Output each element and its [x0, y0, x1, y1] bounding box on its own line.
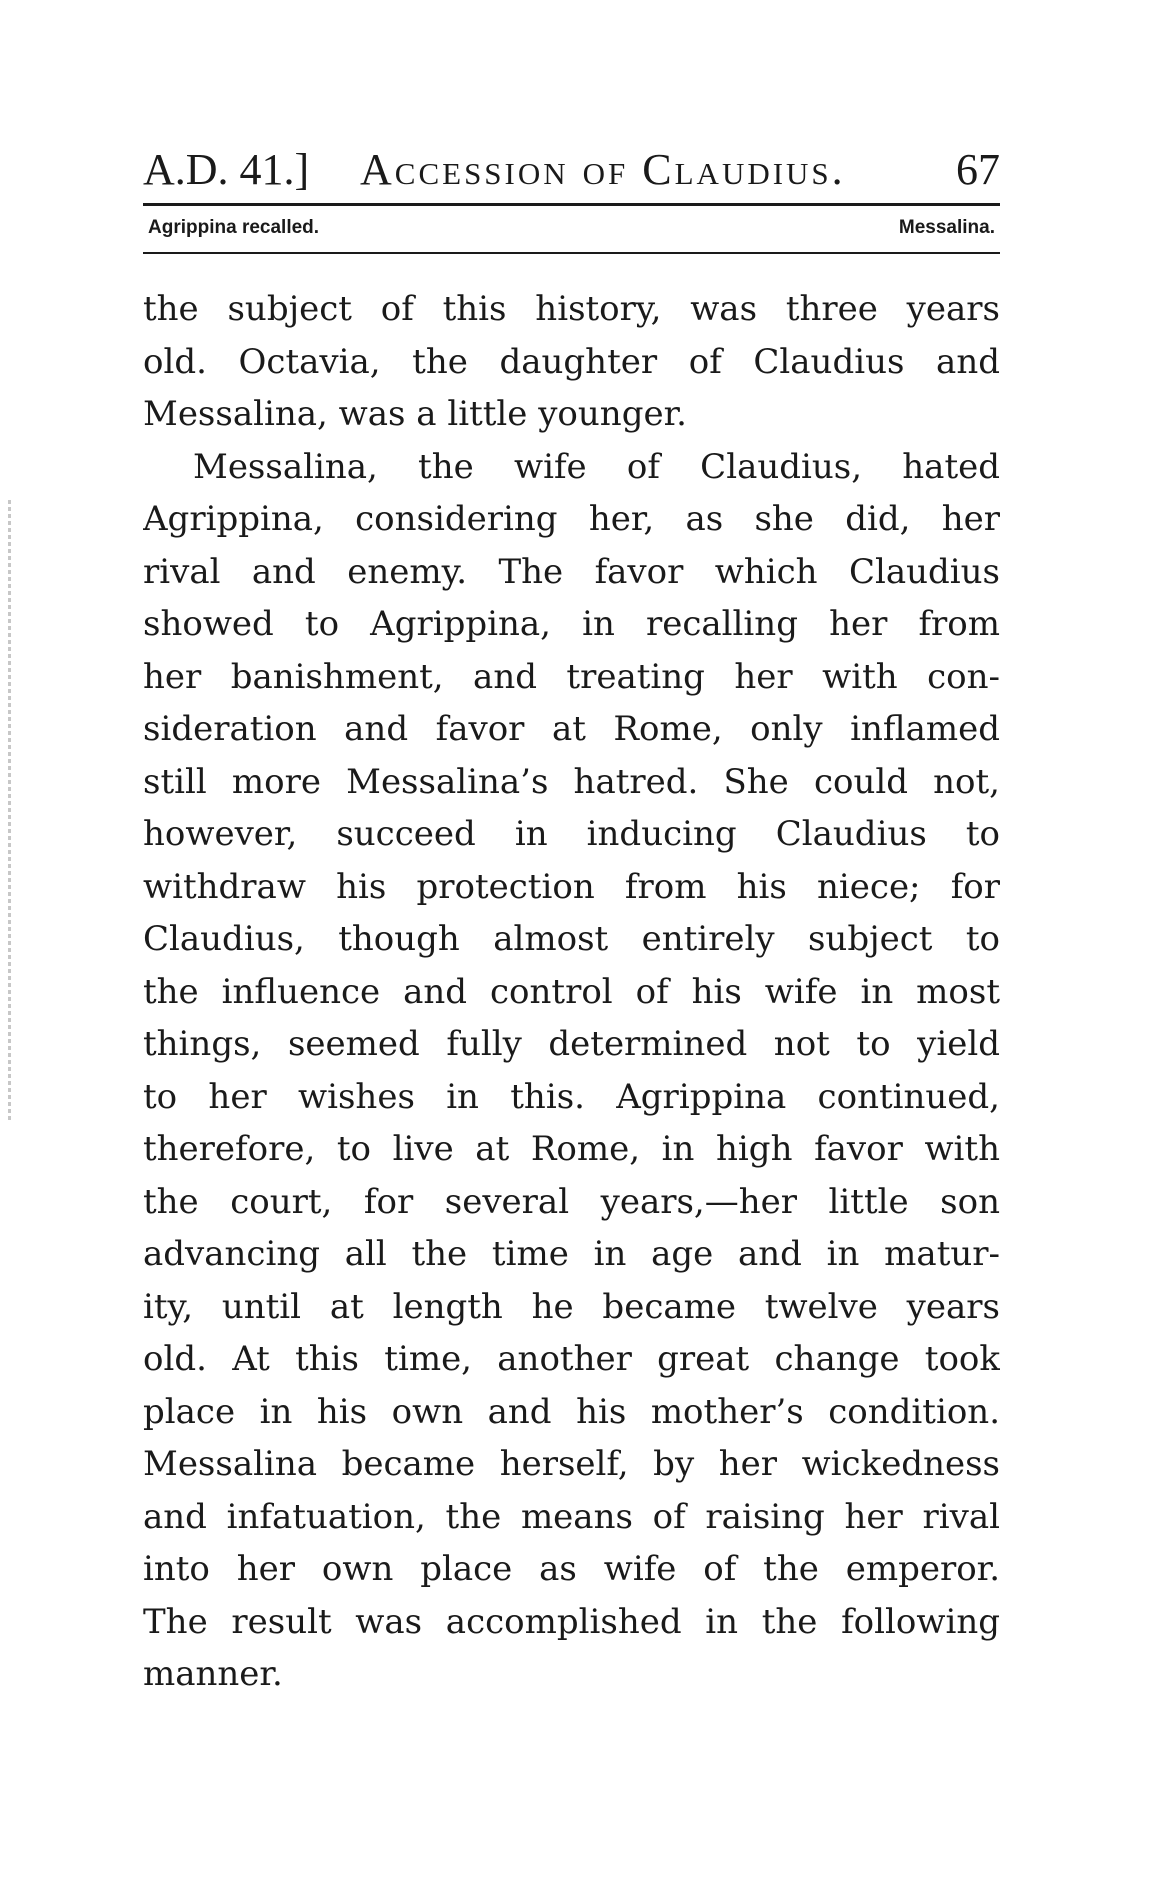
running-head [143, 140, 1000, 200]
text-line: to her wishes in this. Agrippina continued, [143, 1076, 1000, 1117]
text-line: Claudius, though almost entirely subject to [143, 919, 1000, 959]
running-head-title: Accession of Claudius. [360, 145, 846, 194]
text-line: Messalina, was a little younger. [143, 394, 687, 434]
text-line: advancing all the time in age and in matur- [143, 1234, 1000, 1274]
running-head-date: A.D. 41.] [143, 145, 310, 194]
text-line: Agrippina, considering her, as she did, her [143, 499, 1000, 539]
text-line: manner. [143, 1654, 283, 1694]
text-line: still more Messalina’s hatred. She could not, [143, 761, 1000, 802]
subhead [143, 210, 1000, 246]
text-line: into her own place as wife of the emperor. [143, 1549, 1000, 1589]
text-line: Messalina became herself, by her wickedness [143, 1444, 1000, 1484]
text-line: and infatuation, the means of raising her rival [143, 1496, 1000, 1537]
text-line: The result was accomplished in the following [143, 1601, 1000, 1642]
text-line: old. Octavia, the daughter of Claudius and [143, 341, 1000, 382]
text-line: things, seemed fully determined not to yield [143, 1024, 1000, 1064]
text-line: the influence and control of his wife in most [143, 971, 1000, 1012]
margin-scan-artifact [8, 500, 11, 1120]
text-line: sideration and favor at Rome, only inflamed [143, 709, 1000, 749]
text-line: the subject of this history, was three years [143, 289, 1000, 329]
text-line: old. At this time, another great change took [143, 1339, 1000, 1379]
subhead-left-topic: Agrippina recalled. [148, 217, 320, 238]
text-line: her banishment, and treating her with con- [143, 656, 1000, 697]
text-line: however, succeed in inducing Claudius to [143, 814, 1000, 854]
text-line: place in his own and his mother’s condition. [143, 1391, 1000, 1432]
text-line: the court, for several years,—her little son [143, 1181, 1000, 1222]
subhead-right-topic: Messalina. [898, 217, 995, 238]
body-text [143, 283, 1000, 1701]
page-number: 67 [956, 145, 1000, 194]
text-line: ity, until at length he became twelve years [143, 1286, 1000, 1327]
header-rule-top [143, 203, 1000, 206]
text-line: showed to Agrippina, in recalling her from [143, 604, 1000, 644]
text-line: withdraw his protection from his niece; for [143, 866, 1000, 907]
text-line: rival and enemy. The favor which Claudius [143, 551, 1000, 592]
header-rule-bottom [143, 252, 1000, 254]
text-line: therefore, to live at Rome, in high favor with [143, 1129, 1000, 1169]
text-line: Messalina, the wife of Claudius, hated [193, 446, 1000, 487]
